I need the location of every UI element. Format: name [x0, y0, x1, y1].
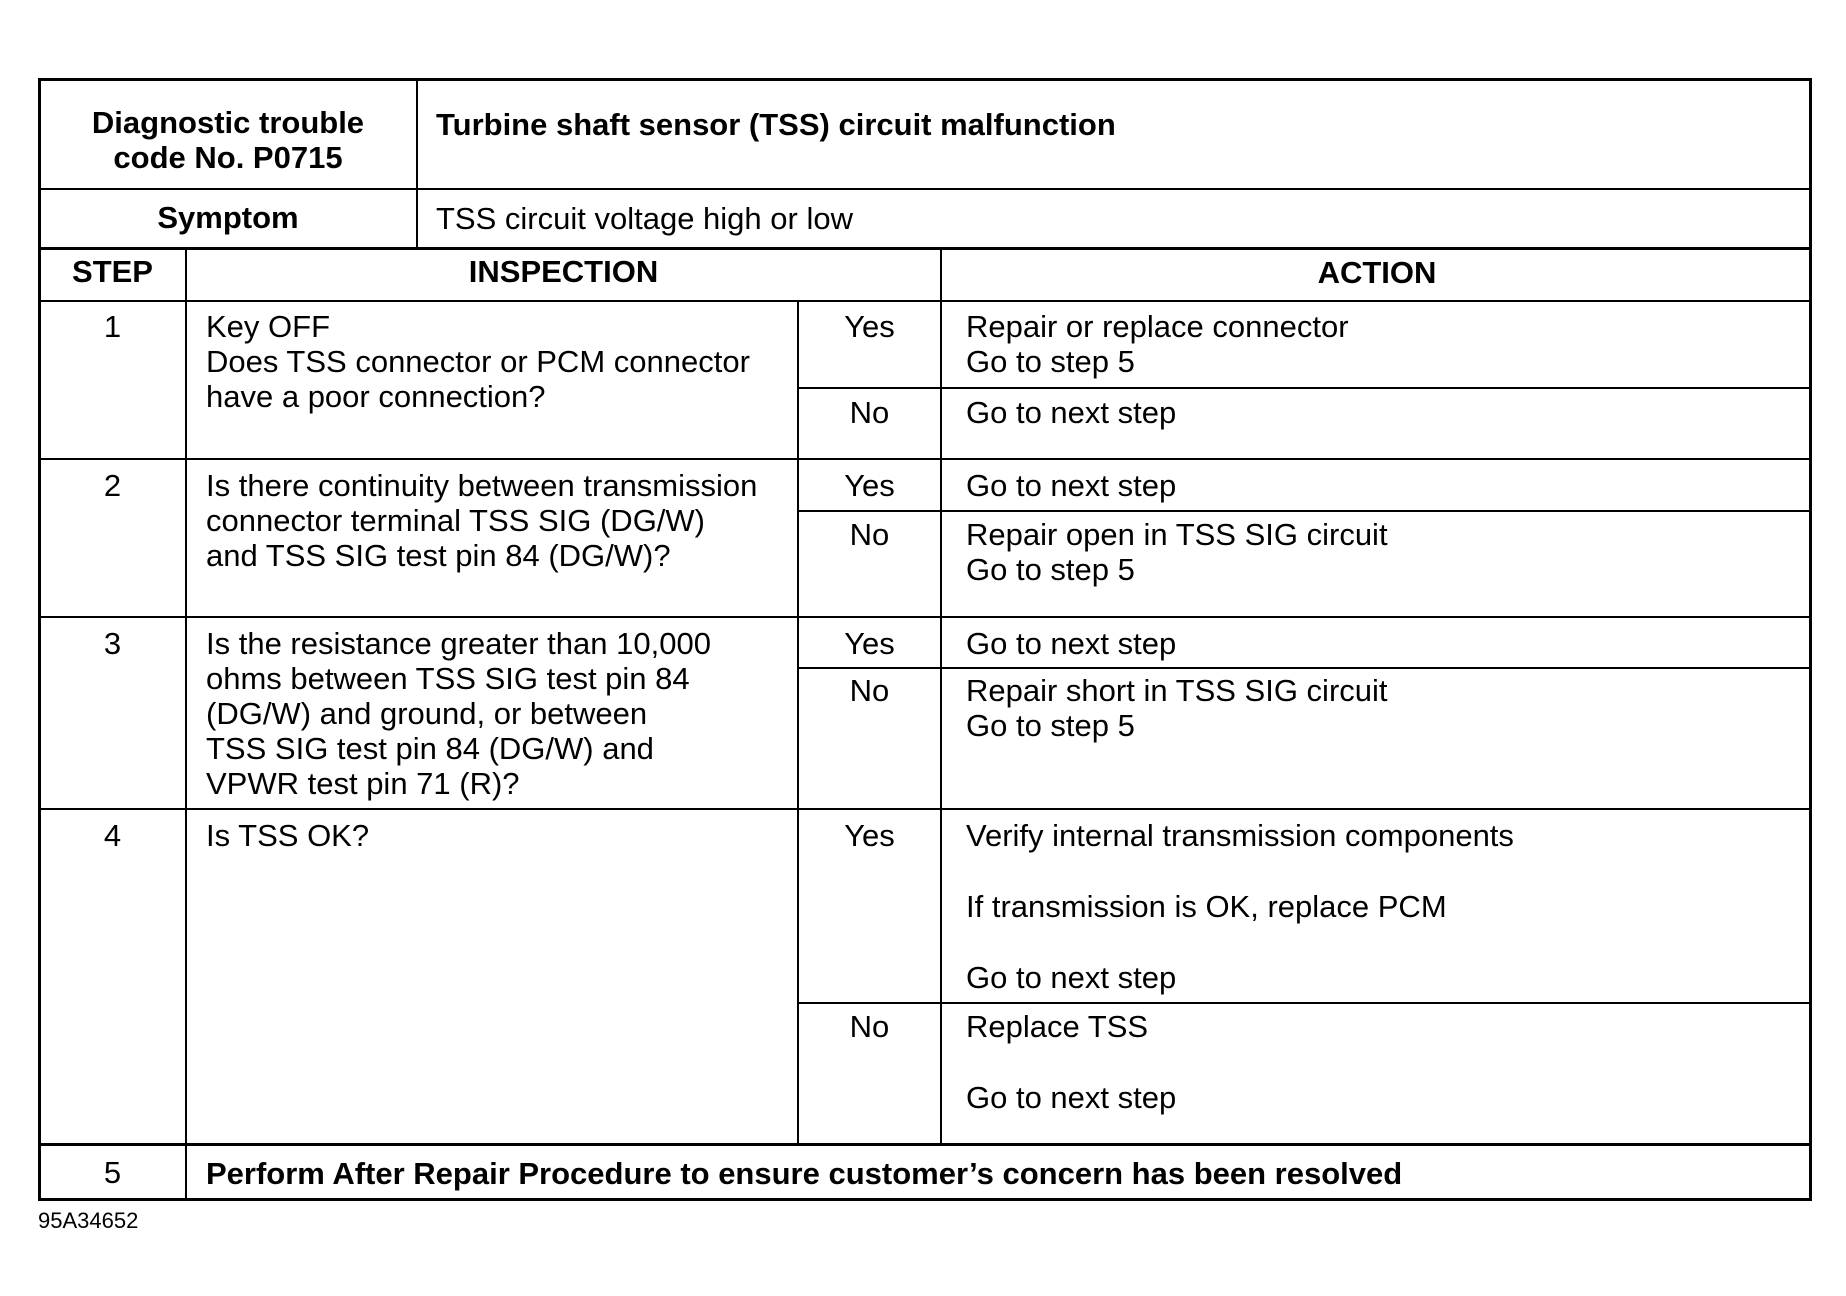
step-3-number: 3 — [103, 626, 122, 661]
step-4-yes-action-verify: Verify internal transmission components — [966, 818, 1514, 853]
step-4-no-label: No — [849, 1009, 890, 1044]
symptom-value: TSS circuit voltage high or low — [436, 201, 853, 236]
step-1-yes-label: Yes — [844, 309, 895, 344]
step-2-yes-action: Go to next step — [966, 468, 1177, 503]
rule-step4-mid — [797, 1002, 1812, 1004]
rule-step3-bottom — [38, 808, 1812, 810]
step-2-no-action: Repair open in TSS SIG circuit Go to step 5 — [966, 517, 1388, 587]
step-1-yes-action: Repair or replace connector Go to step 5 — [966, 309, 1349, 379]
step-3-no-label: No — [849, 673, 890, 708]
rule-step1-bottom — [38, 458, 1812, 460]
step-3-no-action: Repair short in TSS SIG circuit Go to step 5 — [966, 673, 1388, 743]
step-3-yes-label: Yes — [844, 626, 895, 661]
rule-yesno-action-divider — [940, 300, 942, 1145]
step-4-yes-label: Yes — [844, 818, 895, 853]
dtc-title: Turbine shaft sensor (TSS) circuit malfunction — [436, 107, 1116, 142]
step-5-instruction: Perform After Repair Procedure to ensure customer’s concern has been resolved — [206, 1156, 1403, 1191]
column-header-action: ACTION — [1317, 255, 1437, 290]
step-4-yes-action-replace-pcm: If transmission is OK, replace PCM — [966, 889, 1447, 924]
step-4-no-action-replace-tss: Replace TSS — [966, 1009, 1149, 1044]
step-2-number: 2 — [103, 468, 122, 503]
rule-step1-mid — [797, 387, 1812, 389]
rule-step2-bottom — [38, 616, 1812, 618]
step-4-inspection: Is TSS OK? — [206, 818, 370, 853]
step-4-no-action-next: Go to next step — [966, 1080, 1177, 1115]
figure-id: 95A34652 — [38, 1208, 139, 1233]
step-1-number: 1 — [103, 309, 122, 344]
step-2-inspection: Is there continuity between transmission connector terminal TSS SIG (DG/W) and TSS SIG test pin 84 (DG/W)? — [206, 468, 758, 573]
rule-step2-mid — [797, 510, 1812, 512]
rule-header-bottom — [38, 188, 1812, 190]
rule-header-divider — [416, 78, 418, 250]
rule-step-divider — [185, 248, 187, 1201]
rule-step3-mid — [797, 667, 1812, 669]
step-4-yes-action-next: Go to next step — [966, 960, 1177, 995]
step-4-number: 4 — [103, 818, 122, 853]
rule-step4-bottom — [38, 1143, 1812, 1146]
step-3-yes-action: Go to next step — [966, 626, 1177, 661]
step-1-inspection: Key OFF Does TSS connector or PCM connector have a poor connection? — [206, 309, 750, 414]
step-3-inspection: Is the resistance greater than 10,000 ohms between TSS SIG test pin 84 (DG/W) and ground, or between TSS SIG test pin 84 (DG/W) and VPWR test pin 71 (R)? — [206, 626, 711, 801]
column-header-inspection: INSPECTION — [468, 254, 659, 289]
column-header-step: STEP — [72, 254, 153, 289]
step-5-number: 5 — [103, 1155, 122, 1190]
rule-columns-bottom — [38, 300, 1812, 302]
step-1-no-action: Go to next step — [966, 395, 1177, 430]
dtc-label: Diagnostic trouble code No. P0715 — [91, 105, 365, 175]
symptom-label: Symptom — [157, 200, 299, 235]
rule-symptom-bottom — [38, 247, 1812, 250]
step-2-yes-label: Yes — [844, 468, 895, 503]
step-2-no-label: No — [849, 517, 890, 552]
step-1-no-label: No — [849, 395, 890, 430]
